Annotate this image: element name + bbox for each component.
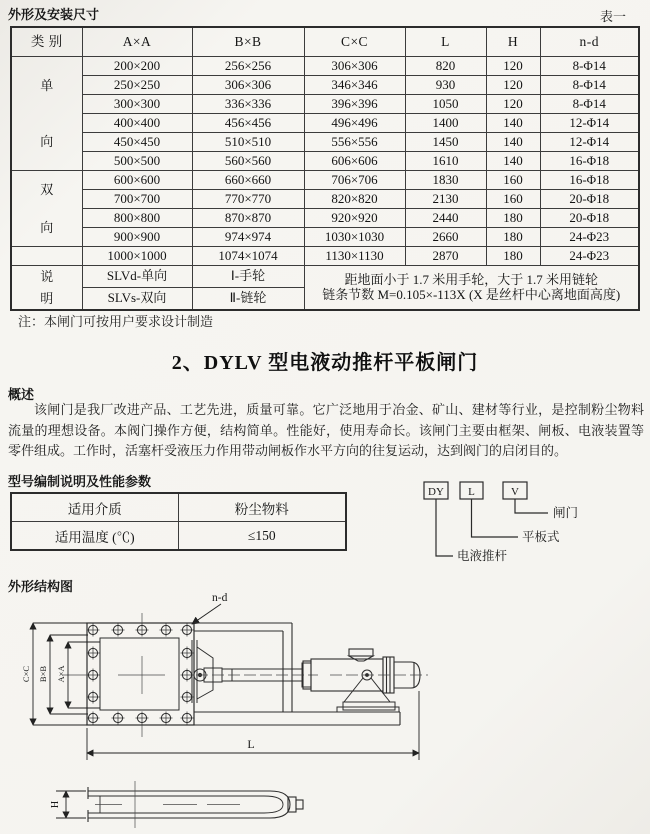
dim-cell: 120	[486, 76, 540, 95]
dim-cell: 24-Φ23	[540, 228, 639, 247]
overview-paragraph: 该闸门是我厂改进产品、工艺先进，质量可靠。它广泛地用于冶金、矿山、建材等行业，是控制粉尘物料流量的理想设备。本阀门操作方便，结构简单。性能好，使用寿命长。该闸门主要由框架、闸板、电液装置等零件组成。工作时，活塞杆受液压力作用带动闸板作水平方向的往复运动，达到阀门的启闭目的。	[8, 402, 644, 458]
column-header: n-d	[540, 27, 639, 57]
dim-label-cc: C×C	[21, 665, 31, 683]
dim-label-nd: n-d	[212, 592, 228, 604]
dim-cell: 1074×1074	[192, 247, 304, 266]
spec-value-cell: 粉尘物料	[178, 493, 346, 522]
dim-cell: 2440	[405, 209, 486, 228]
leader-line-v	[515, 499, 548, 513]
vertical-label: 说 明	[40, 269, 54, 306]
category-cell	[11, 247, 82, 266]
vertical-label: 双 向	[40, 182, 54, 235]
dim-cell: 396×396	[304, 95, 405, 114]
spec-row	[11, 493, 346, 522]
dim-cell: 16-Φ18	[540, 171, 639, 190]
dim-cell: 140	[486, 114, 540, 133]
table-row	[11, 171, 639, 190]
dim-cell: 706×706	[304, 171, 405, 190]
front-view	[87, 623, 194, 725]
category-cell	[11, 57, 82, 171]
structure-drawing	[0, 590, 650, 834]
dim-cell: 180	[486, 228, 540, 247]
vertical-label	[12, 247, 82, 265]
table-row	[11, 95, 639, 114]
overview-heading: 概述	[8, 387, 35, 402]
dim-cell: 1830	[405, 171, 486, 190]
dim-label-h: H	[50, 800, 61, 809]
category-cell	[11, 171, 82, 247]
dim-cell: 660×660	[192, 171, 304, 190]
dim-cell: 820×820	[304, 190, 405, 209]
dim-cell: 920×920	[304, 209, 405, 228]
dim-cell: 20-Φ18	[540, 190, 639, 209]
model-label-pushrod: 电液推杆	[457, 549, 508, 563]
leader-line-dy	[436, 499, 453, 556]
flange-bolts	[87, 624, 194, 725]
remark-line-1: 距地面小于 1.7 米用手轮，大于 1.7 米用链轮	[344, 272, 598, 288]
dim-cell: 500×500	[82, 152, 192, 171]
dim-cell: 256×256	[192, 57, 304, 76]
table-row	[11, 57, 639, 76]
dim-cell: 560×560	[192, 152, 304, 171]
side-view-centerlines	[95, 781, 240, 828]
dimension-table-header-row	[11, 27, 639, 57]
spec-value-cell: ≤150	[178, 522, 346, 551]
table-row	[11, 209, 639, 228]
dim-cell: 120	[486, 95, 540, 114]
dim-label-aa: A×A	[56, 665, 66, 683]
dim-cell: 8-Φ14	[540, 76, 639, 95]
dim-cell: 200×200	[82, 57, 192, 76]
remark-line-2: 链条节数 M=0.105×-113X (X 是丝杆中心离地面高度)	[322, 286, 621, 302]
model-box-dy-label: DY	[428, 486, 444, 498]
model-box-l-label: L	[468, 486, 475, 498]
dim-cell: 870×870	[192, 209, 304, 228]
spec-label-cell: 适用温度 (℃)	[11, 522, 178, 551]
dim-cell: 12-Φ14	[540, 114, 639, 133]
spec-table	[10, 492, 347, 551]
spec-table-body	[11, 493, 346, 550]
table-note-row	[11, 266, 639, 288]
dim-cell: 1450	[405, 133, 486, 152]
dim-cell: 160	[486, 190, 540, 209]
dim-cell: 1000×1000	[82, 247, 192, 266]
spec-row	[11, 522, 346, 551]
hydraulic-cylinder	[303, 649, 420, 693]
dim-cell: 700×700	[82, 190, 192, 209]
dim-cell: 1400	[405, 114, 486, 133]
dim-cell: 346×346	[304, 76, 405, 95]
dim-cell: 180	[486, 247, 540, 266]
table-row	[11, 76, 639, 95]
table-row	[11, 190, 639, 209]
dim-cell: 2870	[405, 247, 486, 266]
dim-cell: 400×400	[82, 114, 192, 133]
dim-cell: 180	[486, 209, 540, 228]
dim-cell: 336×336	[192, 95, 304, 114]
dim-cell: 450×450	[82, 133, 192, 152]
column-header: H	[486, 27, 540, 57]
dim-cell: 12-Φ14	[540, 133, 639, 152]
dim-cell: 510×510	[192, 133, 304, 152]
dim-cell: 606×606	[304, 152, 405, 171]
dim-cell: 1610	[405, 152, 486, 171]
leader-line-l	[472, 499, 519, 537]
note-cell: Ⅰ-手轮	[192, 266, 304, 288]
column-header: 类 别	[11, 27, 82, 57]
note-cell: SLVs-双向	[82, 288, 192, 311]
spec-table-wrapper	[10, 492, 347, 551]
structure-heading: 外形结构图	[8, 579, 74, 594]
note-cell: SLVd-单向	[82, 266, 192, 288]
vertical-label: 单 向	[40, 77, 54, 150]
dim-label-bb: B×B	[38, 665, 48, 683]
dim-cell: 16-Φ18	[540, 152, 639, 171]
dim-label-l: L	[247, 737, 255, 751]
dim-cell: 306×306	[304, 57, 405, 76]
column-header: L	[405, 27, 486, 57]
column-header: B×B	[192, 27, 304, 57]
dim-cell: 120	[486, 57, 540, 76]
note-cell: Ⅱ-链轮	[192, 288, 304, 311]
dim-cell: 24-Φ23	[540, 247, 639, 266]
dim-cell: 1030×1030	[304, 228, 405, 247]
dim-cell: 2660	[405, 228, 486, 247]
dim-cell: 930	[405, 76, 486, 95]
page-title: 2、DYLV 型电液动推杆平板闸门	[171, 352, 479, 374]
dim-cell: 496×496	[304, 114, 405, 133]
column-header: A×A	[82, 27, 192, 57]
spec-label-cell: 适用介质	[11, 493, 178, 522]
dimension-table-body	[11, 57, 639, 311]
spec-heading: 型号编制说明及性能参数	[8, 474, 152, 489]
table-number-tag: 表一	[600, 9, 627, 24]
model-box-v-label: V	[511, 486, 519, 498]
table-row	[11, 114, 639, 133]
model-label-flat: 平板式	[522, 530, 560, 544]
gate-bracket	[192, 640, 222, 703]
dim-cell: 900×900	[82, 228, 192, 247]
remark-cell	[304, 266, 639, 311]
dim-cell: 160	[486, 171, 540, 190]
model-label-valve: 闸门	[553, 506, 579, 520]
dim-cell: 974×974	[192, 228, 304, 247]
model-code-diagram	[398, 470, 648, 574]
page-header-label: 外形及安装尺寸	[8, 7, 100, 22]
dim-cell: 600×600	[82, 171, 192, 190]
notes-label-cell	[11, 266, 82, 311]
dim-cell: 2130	[405, 190, 486, 209]
table-row	[11, 133, 639, 152]
dim-cell: 140	[486, 133, 540, 152]
dim-cell: 8-Φ14	[540, 57, 639, 76]
table-footnote: 注：本闸门可按用户要求设计制造	[18, 314, 214, 329]
dim-cell: 140	[486, 152, 540, 171]
dim-cell: 20-Φ18	[540, 209, 639, 228]
dim-cell: 250×250	[82, 76, 192, 95]
dim-cell: 300×300	[82, 95, 192, 114]
dim-cell: 1130×1130	[304, 247, 405, 266]
dim-cell: 8-Φ14	[540, 95, 639, 114]
dim-cell: 820	[405, 57, 486, 76]
dim-cell: 306×306	[192, 76, 304, 95]
nd-leader-arrow	[192, 604, 221, 624]
dimension-table	[10, 26, 640, 311]
table-row	[11, 152, 639, 171]
dim-cell: 800×800	[82, 209, 192, 228]
table-row	[11, 228, 639, 247]
dim-cell: 770×770	[192, 190, 304, 209]
dim-cell: 456×456	[192, 114, 304, 133]
dim-cell: 556×556	[304, 133, 405, 152]
dimension-table-wrapper	[10, 26, 640, 311]
dim-cell: 1050	[405, 95, 486, 114]
column-header: C×C	[304, 27, 405, 57]
table-row	[11, 247, 639, 266]
